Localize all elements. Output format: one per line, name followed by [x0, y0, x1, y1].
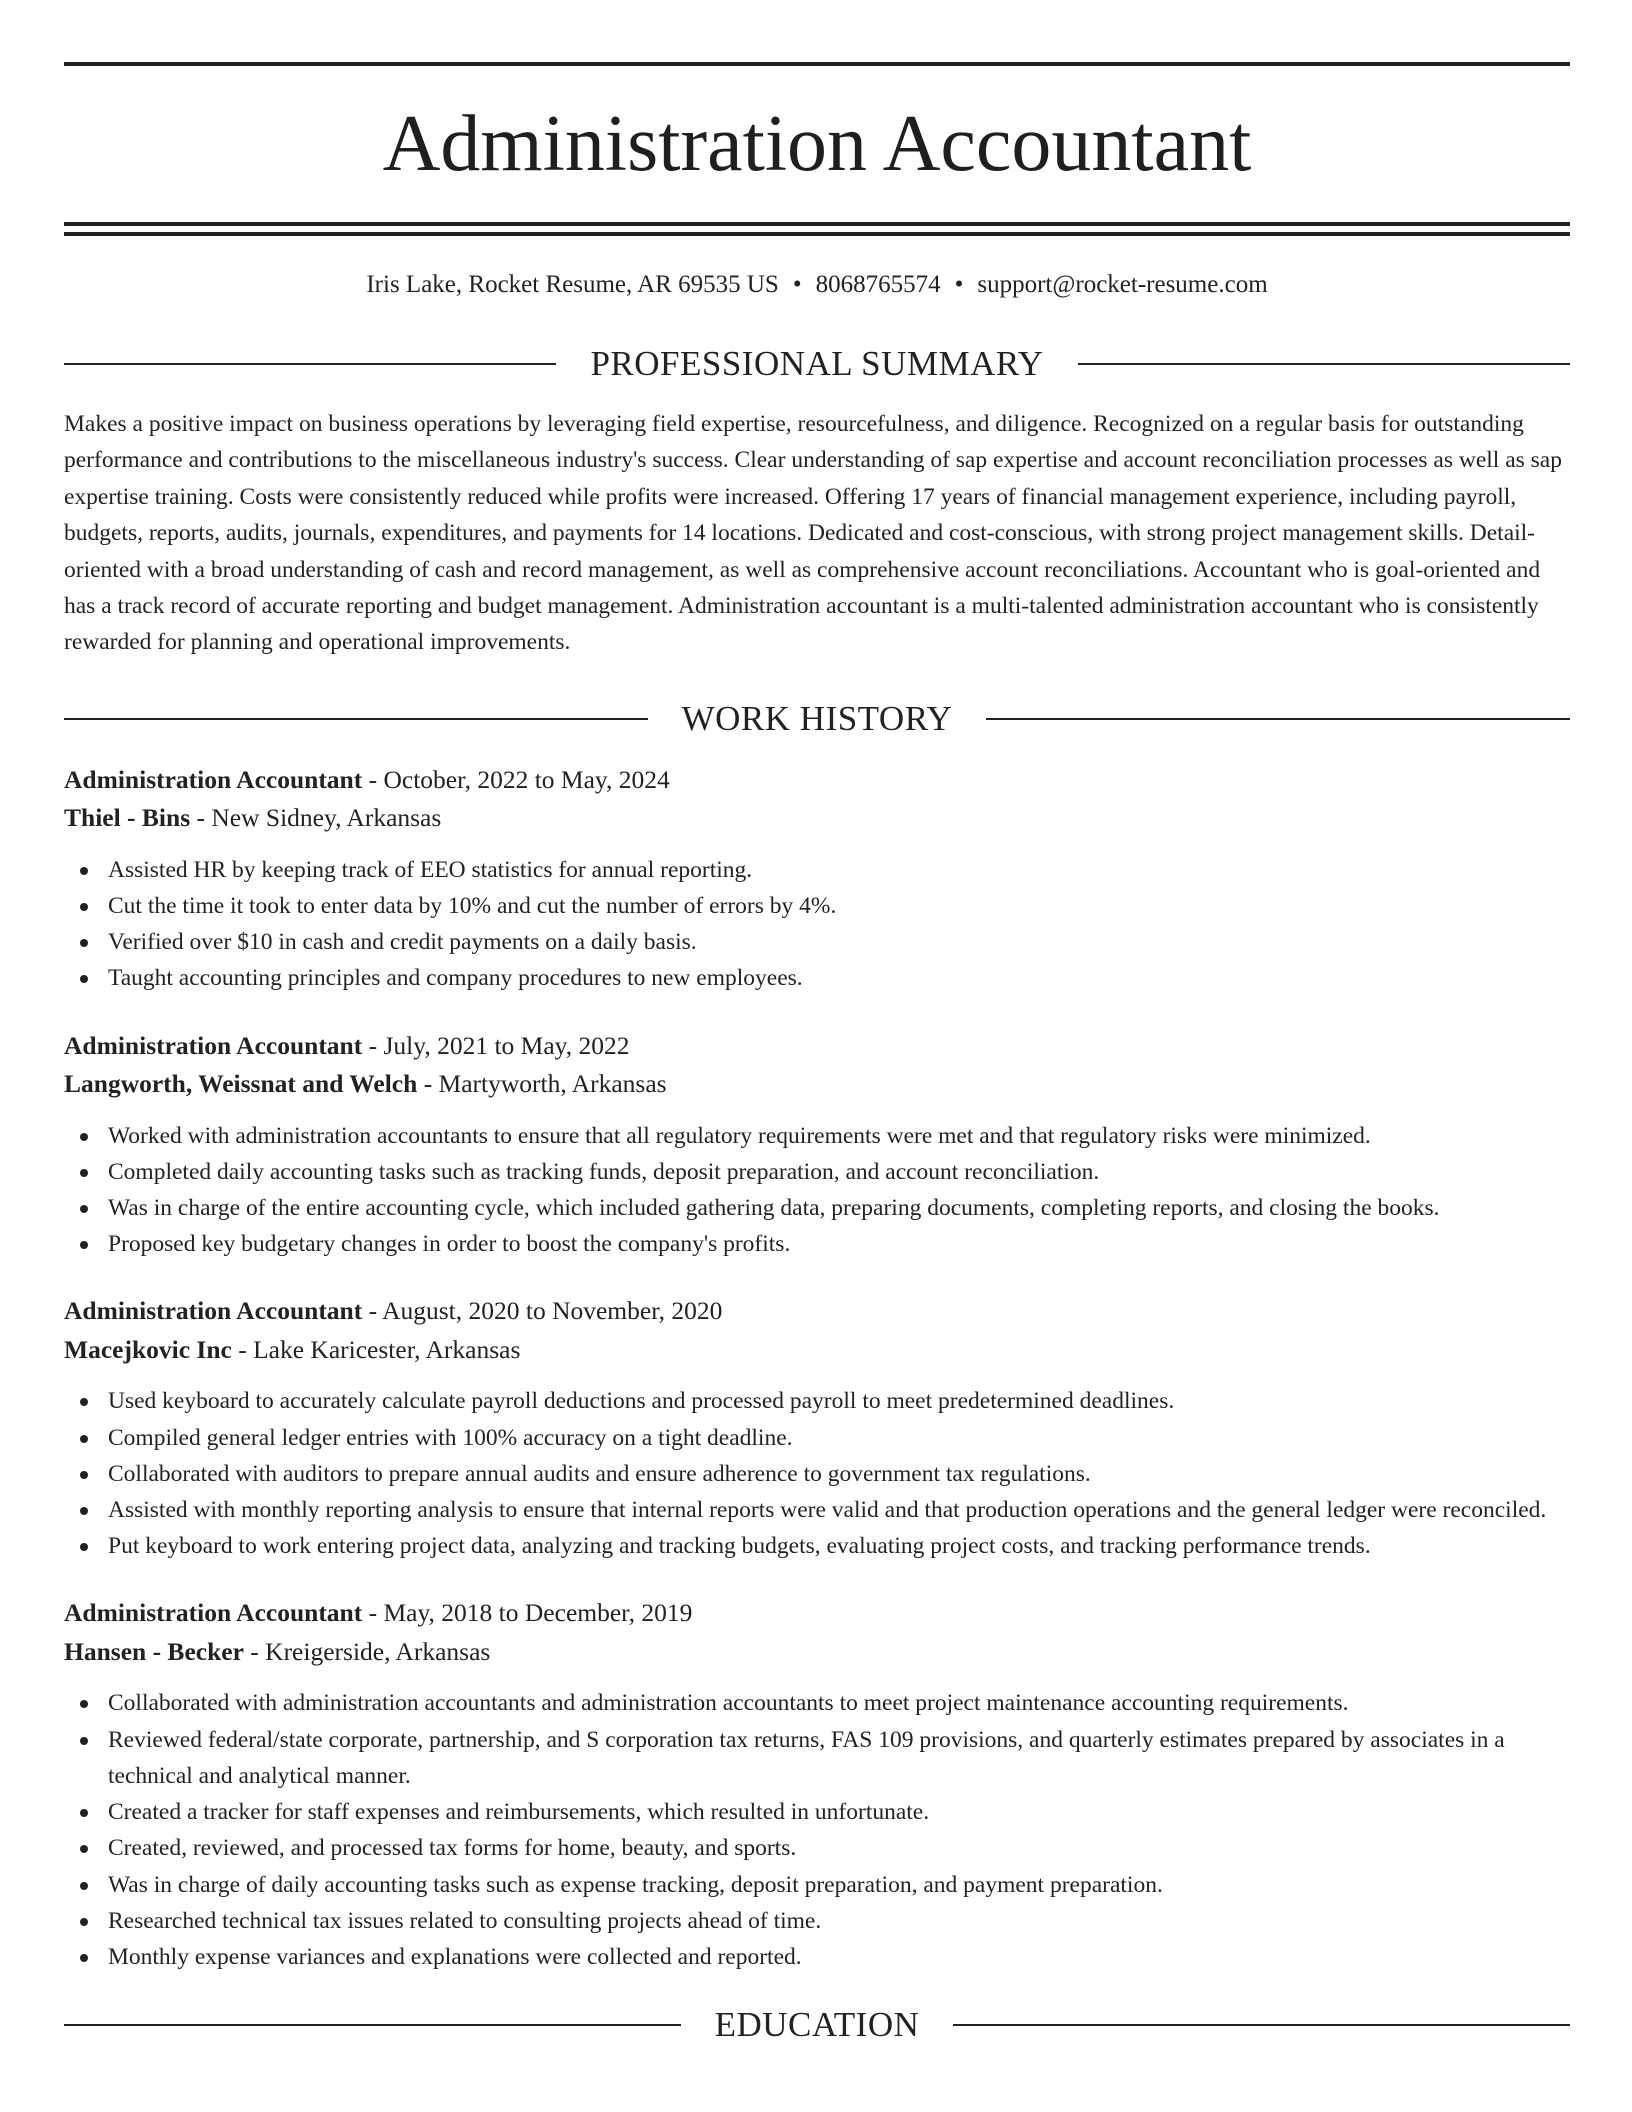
- job-entry: [64, 1027, 1570, 1263]
- job-title: Administration Accountant: [64, 1296, 363, 1326]
- contact-address: Iris Lake, Rocket Resume, AR 69535 US: [366, 271, 779, 298]
- resume-title: Administration Accountant: [382, 100, 1252, 188]
- job-company-line: [64, 1065, 1570, 1104]
- contact-line: [64, 270, 1570, 300]
- job-dates: - August, 2020 to November, 2020: [362, 1296, 723, 1326]
- heading-rule-left: [64, 363, 556, 365]
- heading-rule-left: [64, 718, 648, 720]
- job-company-line: [64, 1633, 1570, 1672]
- job-company: Hansen - Becker: [64, 1636, 244, 1666]
- contact-email: support@rocket-resume.com: [977, 271, 1268, 298]
- heading-rule-right: [986, 718, 1570, 720]
- job-bullet: Collaborated with auditors to prepare annual audits and ensure adherence to government tax regulations.: [64, 1456, 1570, 1492]
- job-bullets: [64, 1685, 1570, 1975]
- job-bullets: [64, 1383, 1570, 1564]
- job-dates: - July, 2021 to May, 2022: [362, 1030, 630, 1060]
- job-bullet: Collaborated with administration accountants and administration accountants to meet project maintenance accounting requirements.: [64, 1685, 1570, 1721]
- job-title-line: [64, 761, 1570, 800]
- heading-rule-right: [1078, 363, 1570, 365]
- job-entry: [64, 1292, 1570, 1564]
- heading-rule-left: [64, 2024, 681, 2026]
- job-bullet: Reviewed federal/state corporate, partnership, and S corporation tax returns, FAS 109 provisions, and quarterly estimates prepared by associates in a technical and analytical manner.: [64, 1722, 1570, 1794]
- contact-separator: •: [792, 271, 802, 298]
- job-location: - Kreigerside, Arkansas: [243, 1636, 491, 1666]
- job-title: Administration Accountant: [64, 1030, 363, 1060]
- title-double-rule: [64, 222, 1570, 236]
- job-title: Administration Accountant: [64, 764, 363, 794]
- job-title-line: [64, 1292, 1570, 1331]
- top-rule: [64, 62, 1570, 66]
- job-company-line: [64, 799, 1570, 838]
- job-entry: [64, 761, 1570, 997]
- job-company: Thiel - Bins: [64, 803, 191, 833]
- contact-separator: •: [954, 271, 964, 298]
- summary-heading: [64, 344, 1570, 384]
- job-location: - New Sidney, Arkansas: [190, 803, 442, 833]
- job-bullet: Put keyboard to work entering project data, analyzing and tracking budgets, evaluating project costs, and tracking performance trends.: [64, 1528, 1570, 1564]
- job-company: Langworth, Weissnat and Welch: [64, 1069, 418, 1099]
- work-heading-label: WORK HISTORY: [681, 698, 953, 738]
- summary-text: Makes a positive impact on business operations by leveraging field expertise, resourcefulness, and diligence. Recognized on a regular basis for outstanding performance and contributions to the miscellaneous industry's success. Clear understanding of sap expertise and account reconciliation processes as well as sap expertise training. Costs were consistently reduced while profits were increased. Offering 17 years of financial management experience, including payroll, budgets, reports, audits, journals, expenditures, and payments for 14 locations. Dedicated and cost-conscious, with strong project management skills. Detail-oriented with a broad understanding of cash and record management, as well as comprehensive account reconciliations. Accountant who is goal-oriented and has a track record of accurate reporting and budget management. Administration accountant is a multi-talented administration accountant who is consistently rewarded for planning and operational improvements.: [64, 411, 1562, 656]
- job-bullet: Researched technical tax issues related to consulting projects ahead of time.: [64, 1903, 1570, 1939]
- job-location: - Lake Karicester, Arkansas: [231, 1334, 521, 1364]
- summary-heading-label: PROFESSIONAL SUMMARY: [590, 344, 1044, 383]
- job-bullet: Worked with administration accountants to ensure that all regulatory requirements were met and that regulatory risks were minimized.: [64, 1118, 1570, 1154]
- job-title-line: [64, 1027, 1570, 1066]
- job-bullet: Verified over $10 in cash and credit payments on a daily basis.: [64, 924, 1570, 960]
- job-company: Macejkovic Inc: [64, 1334, 232, 1364]
- job-dates: - October, 2022 to May, 2024: [362, 764, 670, 794]
- job-dates: - May, 2018 to December, 2019: [362, 1598, 693, 1628]
- job-bullets: [64, 1118, 1570, 1263]
- education-heading: [64, 2005, 1570, 2045]
- job-bullet: Assisted HR by keeping track of EEO statistics for annual reporting.: [64, 852, 1570, 888]
- job-company-line: [64, 1331, 1570, 1370]
- job-bullet: Taught accounting principles and company procedures to new employees.: [64, 960, 1570, 996]
- job-bullet: Cut the time it took to enter data by 10% and cut the number of errors by 4%.: [64, 888, 1570, 924]
- job-title: Administration Accountant: [64, 1598, 363, 1628]
- job-bullet: Assisted with monthly reporting analysis to ensure that internal reports were valid and that production operations and the general ledger were reconciled.: [64, 1492, 1570, 1528]
- work-heading: [64, 699, 1570, 739]
- education-heading-label: EDUCATION: [714, 2005, 920, 2045]
- job-bullet: Monthly expense variances and explanations were collected and reported.: [64, 1939, 1570, 1975]
- job-bullet: Completed daily accounting tasks such as tracking funds, deposit preparation, and account reconciliation.: [64, 1154, 1570, 1190]
- job-bullet: Was in charge of the entire accounting cycle, which included gathering data, preparing documents, completing reports, and closing the books.: [64, 1190, 1570, 1226]
- job-title-line: [64, 1594, 1570, 1633]
- job-bullet: Was in charge of daily accounting tasks such as expense tracking, deposit preparation, and payment preparation.: [64, 1867, 1570, 1903]
- job-bullet: Created, reviewed, and processed tax forms for home, beauty, and sports.: [64, 1830, 1570, 1866]
- job-location: - Martyworth, Arkansas: [417, 1069, 667, 1099]
- contact-phone: 8068765574: [815, 271, 941, 298]
- work-history-list: [64, 761, 1570, 1975]
- resume-page: [64, 62, 1570, 2045]
- job-bullet: Used keyboard to accurately calculate payroll deductions and processed payroll to meet predetermined deadlines.: [64, 1383, 1570, 1419]
- job-bullet: Proposed key budgetary changes in order to boost the company's profits.: [64, 1226, 1570, 1262]
- job-bullet: Created a tracker for staff expenses and reimbursements, which resulted in unfortunate.: [64, 1794, 1570, 1830]
- job-entry: [64, 1594, 1570, 1975]
- job-bullet: Compiled general ledger entries with 100% accuracy on a tight deadline.: [64, 1420, 1570, 1456]
- heading-rule-right: [953, 2024, 1570, 2026]
- job-bullets: [64, 852, 1570, 997]
